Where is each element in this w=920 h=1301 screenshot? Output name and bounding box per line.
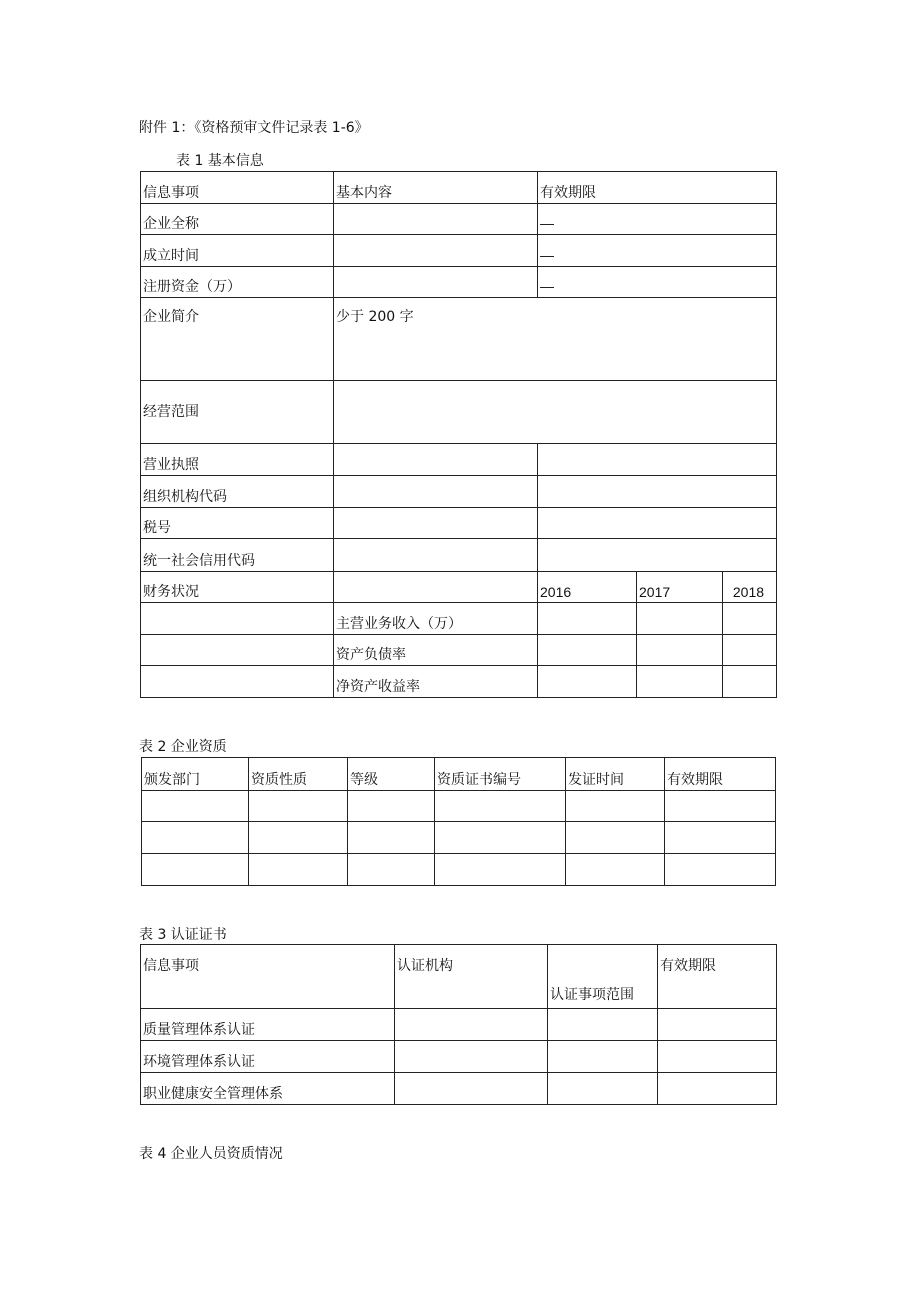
header-issue-date: 发证时间	[566, 758, 665, 791]
certification-table	[140, 944, 777, 1105]
header-basic-content: 基本内容	[334, 172, 538, 204]
row-label-finance: 财务状况	[141, 572, 334, 603]
debt-ratio-2017	[637, 635, 723, 666]
year-2017: 2017	[637, 572, 723, 603]
founded-value	[334, 235, 538, 267]
credit-code-extra	[538, 539, 777, 572]
row-label-intro: 企业简介	[141, 298, 334, 381]
dash-mark	[540, 256, 554, 257]
row-label-credit-code: 统一社会信用代码	[141, 539, 334, 572]
qualification-table	[141, 757, 776, 886]
row-label-quality: 质量管理体系认证	[141, 1009, 395, 1041]
header-info-item: 信息事项	[141, 945, 395, 1009]
capital-value	[334, 267, 538, 298]
dash-mark	[540, 224, 554, 225]
tax-id-extra	[538, 508, 777, 539]
intro-content: 少于 200 字	[334, 298, 777, 381]
header-validity: 有效期限	[538, 172, 777, 204]
org-code-value	[334, 476, 538, 508]
capital-validity	[538, 267, 777, 298]
row-label-capital: 注册资金（万）	[141, 267, 334, 298]
header-grade: 等级	[348, 758, 435, 791]
org-code-extra	[538, 476, 777, 508]
revenue-2016	[538, 603, 637, 635]
row-label-founded: 成立时间	[141, 235, 334, 267]
document-heading: 附件 1：《资格预审文件记录表 1-6》	[139, 120, 369, 136]
header-cert-scope: 认证事项范围	[548, 945, 658, 1009]
license-extra	[538, 444, 777, 476]
finance-blank	[334, 572, 538, 603]
basic-info-table	[140, 171, 777, 698]
finance-metric-blank	[141, 603, 334, 635]
dash-mark	[540, 287, 554, 288]
revenue-2018	[723, 603, 777, 635]
table3-caption: 表 3 认证证书	[139, 927, 227, 943]
row-label-license: 营业执照	[141, 444, 334, 476]
metric-debt-ratio: 资产负债率	[334, 635, 538, 666]
finance-metric-blank	[141, 635, 334, 666]
roe-2018	[723, 666, 777, 698]
debt-ratio-2016	[538, 635, 637, 666]
header-validity: 有效期限	[665, 758, 776, 791]
revenue-2017	[637, 603, 723, 635]
company-name-value	[334, 204, 538, 235]
table4-caption: 表 4 企业人员资质情况	[139, 1146, 283, 1162]
header-info-item: 信息事项	[141, 172, 334, 204]
table1-caption: 表 1 基本信息	[176, 153, 264, 169]
credit-code-value	[334, 539, 538, 572]
header-validity: 有效期限	[658, 945, 777, 1009]
row-label-org-code: 组织机构代码	[141, 476, 334, 508]
founded-validity	[538, 235, 777, 267]
year-2018: 2018	[723, 572, 777, 603]
header-cert-number: 资质证书编号	[435, 758, 566, 791]
metric-roe: 净资产收益率	[334, 666, 538, 698]
finance-metric-blank	[141, 666, 334, 698]
table2-caption: 表 2 企业资质	[139, 739, 227, 755]
row-label-environment: 环境管理体系认证	[141, 1041, 395, 1073]
header-issuer: 颁发部门	[142, 758, 249, 791]
metric-revenue: 主营业务收入（万）	[334, 603, 538, 635]
header-cert-body: 认证机构	[395, 945, 548, 1009]
year-2016: 2016	[538, 572, 637, 603]
table-row	[142, 854, 776, 886]
tax-id-value	[334, 508, 538, 539]
license-value	[334, 444, 538, 476]
debt-ratio-2018	[723, 635, 777, 666]
table-row	[142, 791, 776, 822]
row-label-tax-id: 税号	[141, 508, 334, 539]
row-label-scope: 经营范围	[141, 381, 334, 444]
roe-2016	[538, 666, 637, 698]
scope-content	[334, 381, 777, 444]
header-qual-type: 资质性质	[249, 758, 348, 791]
row-label-company-name: 企业全称	[141, 204, 334, 235]
table-row	[142, 822, 776, 854]
roe-2017	[637, 666, 723, 698]
row-label-ohs: 职业健康安全管理体系	[141, 1073, 395, 1105]
company-name-validity	[538, 204, 777, 235]
